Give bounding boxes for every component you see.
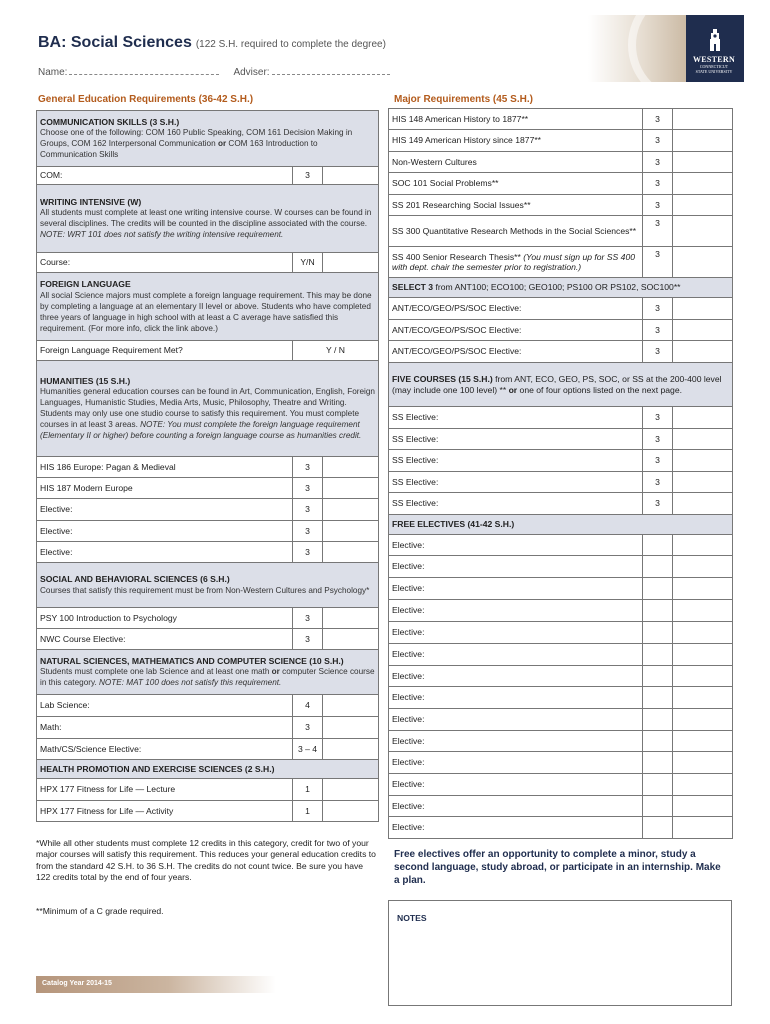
adviser-field[interactable] [272,66,390,75]
logo-line-3: STATE UNIVERSITY [695,69,733,74]
notes-label: NOTES [397,913,427,923]
row-label: Elective: [389,731,643,752]
credit-cell[interactable] [643,752,673,774]
natural-desc: Students must complete one lab Science and at least one math or computer Science course in this category. NOTE: MAT 100 does not satisfy this requirement. [40,667,375,688]
gen-ed-heading: General Education Requirements (36-42 S.H.) [38,94,254,105]
grade-cell[interactable] [673,731,733,752]
credit-cell[interactable] [643,556,673,578]
grade-cell[interactable] [673,341,733,363]
table-row [389,687,733,709]
logo-wordmark [688,55,740,74]
row-credits: 1 [293,779,323,801]
row-credits: 3 [643,341,673,363]
major-heading: Major Requirements (45 S.H.) [394,94,533,105]
row-credits: 3 [293,478,323,499]
grade-cell[interactable] [323,779,379,801]
table-row [389,600,733,622]
row-label: PSY 100 Introduction to Psychology [37,608,293,629]
row-label: NWC Course Elective: [37,629,293,650]
row-label: Foreign Language Requirement Met? [37,341,293,361]
table-row [389,195,733,216]
table-row [37,457,379,478]
table-row [389,320,733,341]
row-credits: 3 [643,472,673,493]
health-info [37,760,379,779]
row-credits: 3 [643,109,673,130]
five-courses-info: FIVE COURSES (15 S.H.) from ANT, ECO, GEO, PS, SOC, or SS at the 200-400 level (may include one 100 level) ** or one of four options listed on the next page. [389,363,733,407]
row-label: Elective: [389,556,643,578]
writing-desc: All students must complete at least one writing intensive course. W courses can be found in several disciplines. The credits will be counted in the discipline associated with the course. NOTE: WRT 101 does not satisfy the writing intensive requirement. [40,208,372,240]
table-row [37,608,379,629]
row-credits: 3 [293,167,323,185]
grade-cell[interactable] [673,216,733,247]
row-credits: 3 – 4 [293,739,323,760]
row-label: SS Elective: [389,429,643,450]
grade-cell[interactable] [673,298,733,320]
row-label: SOC 101 Social Problems** [389,173,643,195]
table-row [389,130,733,152]
grade-cell[interactable] [673,173,733,195]
logo-line-1: WESTERN [692,55,736,64]
row-credits: 3 [643,320,673,341]
footnote-grade: **Minimum of a C grade required. [36,906,164,916]
row-credits: 3 [643,173,673,195]
grade-cell[interactable] [673,407,733,429]
table-row [389,752,733,774]
communication-desc: Choose one of the following: COM 160 Public Speaking, COM 161 Decision Making in Groups, COM 162 Interpersonal Communication or COM 163 Introduction to Communication Skills [40,128,353,160]
grade-cell[interactable] [673,493,733,515]
row-label: SS 300 Quantitative Research Methods in the Social Sciences** [389,216,643,247]
table-row [389,298,733,320]
row-credits: 3 [643,247,673,278]
page-title [38,34,386,52]
grade-cell[interactable] [673,796,733,817]
natural-title: NATURAL SCIENCES, MATHEMATICS AND COMPUTER SCIENCE (10 S.H.) [40,655,344,666]
major-table [388,108,733,839]
grade-cell[interactable] [673,320,733,341]
row-credits: 3 [293,542,323,563]
row-label: ANT/ECO/GEO/PS/SOC Elective: [389,341,643,363]
grade-cell[interactable] [673,752,733,774]
row-credits: 3 [643,493,673,515]
row-label: Elective: [389,666,643,687]
name-field[interactable] [69,66,219,75]
grade-cell[interactable] [673,644,733,666]
grade-cell[interactable] [323,253,379,273]
credit-cell[interactable] [643,622,673,644]
free-electives-info [389,515,733,535]
table-row [389,622,733,644]
row-yn[interactable]: Y/N [293,253,323,273]
grade-cell[interactable] [323,499,379,521]
grade-cell[interactable] [673,109,733,130]
row-label: Elective: [37,542,293,563]
table-row [389,709,733,731]
grade-cell[interactable] [673,130,733,152]
credit-cell[interactable] [643,535,673,556]
select3-info: SELECT 3 from ANT100; ECO100; GEO100; PS100 OR PS102, SOC100** [389,278,733,298]
row-label: Elective: [389,535,643,556]
grade-cell[interactable] [673,535,733,556]
table-row [389,216,733,247]
row-label: Elective: [37,521,293,542]
table-row [389,173,733,195]
row-label: ANT/ECO/GEO/PS/SOC Elective: [389,298,643,320]
row-credits: 3 [643,152,673,173]
table-row [389,666,733,687]
table-row [389,109,733,130]
row-credits: 3 [643,407,673,429]
credit-cell[interactable] [643,709,673,731]
grade-cell[interactable] [323,695,379,717]
credit-cell[interactable] [643,817,673,839]
row-credits: 3 [293,457,323,478]
grade-cell[interactable] [673,622,733,644]
table-row [37,253,379,273]
table-row [389,774,733,796]
grade-cell[interactable] [673,578,733,600]
row-label: SS 201 Researching Social Issues** [389,195,643,216]
table-row [389,472,733,493]
grade-cell[interactable] [323,739,379,760]
credit-cell[interactable] [643,731,673,752]
row-label: COM: [37,167,293,185]
row-credits: 3 [293,608,323,629]
adviser-label: Adviser: [233,67,270,78]
gen-ed-table [36,110,379,822]
grade-cell[interactable] [323,167,379,185]
table-row [37,521,379,542]
row-credits: 3 [643,298,673,320]
grade-cell[interactable] [323,629,379,650]
row-credits: 3 [293,717,323,739]
row-label: Elective: [389,817,643,839]
row-credits: 3 [293,629,323,650]
row-label: HPX 177 Fitness for Life — Activity [37,801,293,822]
table-row [37,167,379,185]
table-row [389,796,733,817]
catalog-year: Catalog Year 2014-15 [42,980,112,987]
social-desc: Courses that satisfy this requirement must be from Non-Western Cultures and Psychology* [40,585,370,595]
grade-cell[interactable] [673,247,733,278]
grade-cell[interactable] [673,817,733,839]
page-header [0,0,770,92]
grade-cell[interactable] [323,542,379,563]
grade-cell[interactable] [323,801,379,822]
table-row [37,341,379,361]
table-row [37,717,379,739]
row-label: Elective: [389,600,643,622]
row-label: Elective: [389,709,643,731]
table-row [389,407,733,429]
table-row [389,341,733,363]
humanities-title: HUMANITIES (15 S.H.) [40,375,131,386]
credit-cell[interactable] [643,578,673,600]
notes-box[interactable] [388,900,732,1006]
name-adviser-line [38,66,390,78]
communication-info [37,111,379,167]
credit-cell[interactable] [643,774,673,796]
table-row [389,644,733,666]
table-row [389,817,733,839]
table-row [389,731,733,752]
university-logo [588,15,744,82]
foreign-title: FOREIGN LANGUAGE [40,279,131,290]
foreign-desc: All social Science majors must complete a foreign language requirement. This may be done by completing a language at an elementary II level or above. Students who have completed three years of language in high school with at least a C average have satisfied this requirement. (For more info, click the link above.) [40,290,372,333]
row-label: HPX 177 Fitness for Life — Lecture [37,779,293,801]
row-label: Elective: [389,644,643,666]
row-label: HIS 187 Modern Europe [37,478,293,499]
credit-cell[interactable] [643,644,673,666]
row-yn[interactable]: Y / N [293,341,379,361]
foreign-language-info [37,273,379,341]
row-label: Elective: [389,578,643,600]
row-label: Elective: [389,687,643,709]
table-row [389,578,733,600]
row-label: HIS 148 American History to 1877** [389,109,643,130]
table-row [389,493,733,515]
grade-cell[interactable] [673,666,733,687]
grade-cell[interactable] [673,687,733,709]
thesis-label: SS 400 Senior Research Thesis** (You must sign up for SS 400 with dept. chair the semester prior to registration.) [389,247,643,278]
grade-cell[interactable] [673,774,733,796]
table-row [37,499,379,521]
grade-cell[interactable] [323,608,379,629]
writing-info [37,185,379,253]
logo-line-2: CONNECTICUT [699,64,729,69]
social-info [37,563,379,608]
row-credits: 1 [293,801,323,822]
table-row [37,542,379,563]
grade-cell[interactable] [673,152,733,173]
row-label: Elective: [389,622,643,644]
row-label: ANT/ECO/GEO/PS/SOC Elective: [389,320,643,341]
row-label: Lab Science: [37,695,293,717]
row-credits: 3 [643,216,673,247]
grade-cell[interactable] [673,709,733,731]
humanities-info [37,361,379,457]
credit-cell[interactable] [643,666,673,687]
table-row [389,152,733,173]
health-title: HEALTH PROMOTION AND EXERCISE SCIENCES (2 S.H.) [37,760,379,779]
catalog-year-bar [36,976,276,993]
grade-cell[interactable] [323,521,379,542]
social-title: SOCIAL AND BEHAVIORAL SCIENCES (6 S.H.) [40,574,230,585]
row-label: Elective: [389,796,643,817]
table-row [37,779,379,801]
table-row [389,556,733,578]
table-row [37,801,379,822]
row-credits: 4 [293,695,323,717]
row-credits: 3 [643,130,673,152]
clock-tower-icon [708,29,722,51]
row-label: HIS 186 Europe: Pagan & Medieval [37,457,293,478]
grade-cell[interactable] [323,457,379,478]
table-row [389,247,733,278]
table-row [389,450,733,472]
free-electives-note: Free electives offer an opportunity to complete a minor, study a second language, study abroad, or participate in an internship. Make a plan. [394,849,721,886]
grade-cell[interactable] [673,450,733,472]
credit-cell[interactable] [643,796,673,817]
table-row [37,478,379,499]
grade-cell[interactable] [673,556,733,578]
degree-title: BA: Social Sciences [38,34,192,51]
row-label: SS Elective: [389,407,643,429]
writing-title: WRITING INTENSIVE (W) [40,196,142,207]
grade-cell[interactable] [323,478,379,499]
credits-note: (122 S.H. required to complete the degree) [195,39,386,50]
table-row [389,429,733,450]
table-row [389,535,733,556]
row-credits: 3 [293,499,323,521]
row-label: SS Elective: [389,450,643,472]
name-label: Name: [38,67,68,78]
footnote-credits: *While all other students must complete 12 credits in this category, credit for two of your major courses will satisfy this requirement. This reduces your general education credits to from the standard 42 S.H. to 36 S.H. The credits do not count twice. Be sure you have 122 credits total by the end of four years. [36,838,376,883]
row-label: Elective: [389,752,643,774]
credit-cell[interactable] [643,600,673,622]
row-credits: 3 [643,429,673,450]
row-label: Non-Western Cultures [389,152,643,173]
credit-cell[interactable] [643,687,673,709]
row-label: Math: [37,717,293,739]
row-label: Course: [37,253,293,273]
row-label: Math/CS/Science Elective: [37,739,293,760]
grade-cell[interactable] [673,600,733,622]
humanities-desc: Humanities general education courses can be found in Art, Communication, English, Foreign Languages, Humanistic Studies, Media Arts, Music, Philosophy, Theatre and Writing. Students may only use one studio course to satisfy this requirement. You must complete courses in at least 3 areas. NOTE: You must complete the foreign language requirement (Elementary II or higher) before counting a foreign language course as humanities credit. [40,387,375,441]
natural-sciences-info [37,650,379,695]
row-label: Elective: [37,499,293,521]
table-row [37,629,379,650]
row-credits: 3 [293,521,323,542]
row-credits: 3 [643,195,673,216]
free-title: FREE ELECTIVES (41-42 S.H.) [389,515,733,535]
row-label: Elective: [389,774,643,796]
row-credits: 3 [643,450,673,472]
row-label: SS Elective: [389,472,643,493]
row-label: SS Elective: [389,493,643,515]
grade-cell[interactable] [323,717,379,739]
table-row [37,739,379,760]
row-label: HIS 149 American History since 1877** [389,130,643,152]
grade-cell[interactable] [673,472,733,493]
grade-cell[interactable] [673,429,733,450]
communication-title: COMMUNICATION SKILLS (3 S.H.) [40,116,180,127]
grade-cell[interactable] [673,195,733,216]
table-row [37,695,379,717]
